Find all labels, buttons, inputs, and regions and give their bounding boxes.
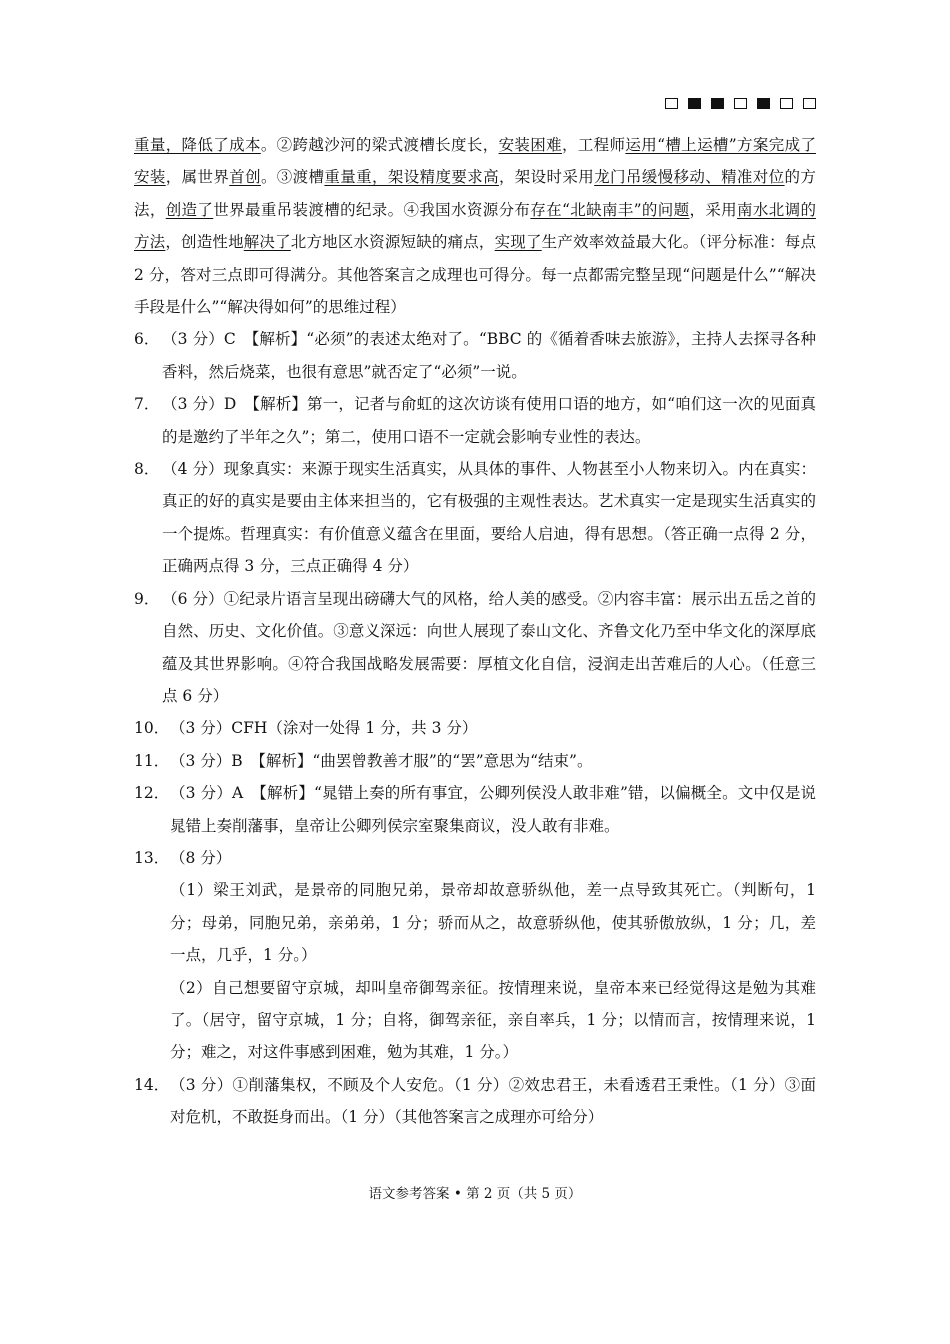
header-mark	[734, 98, 747, 109]
answer-number: 10．	[134, 719, 170, 738]
answer-number: 8．	[134, 460, 160, 479]
continuation-text: ，架设时采用	[498, 168, 595, 187]
answer-number: 13．	[134, 848, 170, 867]
continuation-text: 北方地区水资源短缺的痛点，	[290, 233, 495, 252]
underlined-key-phrase: 运用“槽上运槽”方案完成了安装	[134, 136, 816, 187]
underlined-key-phrase: 创造了	[165, 200, 214, 219]
answer-6	[134, 323, 816, 388]
answer-13-part-2: （2）自己想要留守京城，却叫皇帝御驾亲征。按情理来说，皇帝本来已经觉得这是勉为其难了。（居守，留守京城，1 分；自将，御驾亲征，亲自率兵，1 分；以情而言，按情理来说，1 分；难之，对这件事感到困难，勉为其难，1 分。）	[170, 978, 816, 1062]
header-mark	[665, 98, 678, 109]
underlined-key-phrase: 解决了	[243, 233, 291, 252]
answer-9	[134, 583, 816, 713]
answer-8	[134, 453, 816, 583]
underlined-key-phrase: 安装困难	[498, 136, 562, 154]
underlined-key-phrase: 存在“北缺南丰”的问题	[530, 200, 690, 219]
header-marks	[665, 98, 816, 109]
continuation-text: 生产效率效益最大化。（评分标准：每点 2 分，答对三点即可得满分。其他答案言之成理也可得分。每一点都需完整呈现“问题是什么”“解决手段是什么”“解决得如何”的思维过程）	[134, 233, 816, 317]
answer-7	[134, 388, 816, 453]
underlined-key-phrase: 实现了	[494, 233, 542, 252]
answer-text: （6 分）①纪录片语言呈现出磅礴大气的风格，给人美的感受。②内容丰富：展示出五岳之首的自然、历史、文化价值。③意义深远：向世人展现了泰山文化、齐鲁文化乃至中华文化的深厚底蕴及其世界影响。④符合我国战略发展需要：厚植文化自信，浸润走出苦难后的人心。（任意三点 6 分）	[162, 589, 816, 705]
answer-14	[134, 1069, 816, 1134]
answer-10	[134, 712, 816, 744]
answer-number: 12．	[134, 784, 170, 803]
continuation-text: 世界最重吊装渡槽的纪录。④我国水资源分布	[213, 200, 531, 219]
continuation-text: ，属世界	[165, 168, 230, 187]
answer-number: 14．	[134, 1075, 170, 1094]
header-mark	[780, 98, 793, 109]
answer-11	[134, 745, 816, 777]
answer-content	[134, 129, 816, 1134]
answer-text: （3 分）C 【解析】“必须”的表述太绝对了。“BBC 的《循着香味去旅游》，主持人去探寻各种香料，然后烧菜，也很有意思”就否定了“必须”一说。	[162, 330, 816, 381]
answer-12	[134, 777, 816, 842]
continuation-text: 的方法，	[134, 168, 816, 219]
header-mark	[688, 98, 701, 109]
answer-text: （3 分）D 【解析】第一，记者与俞虹的这次访谈有使用口语的地方，如“咱们这一次的见面真的是邀约了半年之久”；第二，使用口语不一定就会影响专业性的表达。	[162, 395, 816, 446]
answer-text: （3 分）B 【解析】“曲罢曾教善才服”的“罢”意思为“结束”。	[170, 751, 593, 770]
continuation-text: ，工程师	[561, 136, 626, 154]
underlined-key-phrase: 龙门吊缓慢移动、精准对位	[594, 168, 785, 187]
answer-13-part-1: （1）梁王刘武，是景帝的同胞兄弟，景帝却故意骄纵他，差一点导致其死亡。（判断句，1 分；母弟，同胞兄弟，亲弟弟，1 分；骄而从之，故意骄纵他，使其骄傲放纵，1 分；几，差一点，几乎，1 分。）	[170, 881, 816, 965]
continuation-text: 。③渡槽	[260, 168, 325, 187]
answer-text: （3 分）①削藩集权，不顾及个人安危。（1 分）②效忠君王，未看透君王秉性。（1 分）③面对危机，不敢挺身而出。（1 分）（其他答案言之成理亦可给分）	[170, 1075, 816, 1127]
q5-continuation	[134, 129, 816, 323]
header-mark	[757, 98, 770, 109]
header-mark	[803, 98, 816, 109]
answer-number: 9．	[134, 589, 160, 608]
underlined-key-phrase: 重量，降低了成本	[134, 136, 261, 154]
underlined-key-phrase: 首创	[229, 168, 261, 187]
continuation-text: ，采用	[689, 200, 738, 219]
answer-text: （4 分）现象真实：来源于现实生活真实，从具体的事件、人物甚至小人物来切入。内在真实：真正的好的真实是要由主体来担当的，它有极强的主观性表达。艺术真实一定是现实生活真实的一个提炼。哲理真实：有价值意义蕴含在里面，要给人启迪，得有思想。（答正确一点得 2 分，正确两点得 3 分，三点正确得 4 分）	[162, 460, 816, 576]
answer-number: 11．	[134, 751, 170, 770]
answer-number: 6．	[134, 330, 160, 349]
continuation-text: 。②跨越沙河的梁式渡槽长度长，	[260, 136, 499, 154]
answer-text: （3 分）CFH（涂对一处得 1 分，共 3 分）	[170, 719, 478, 738]
answer-text: （8 分）	[170, 848, 232, 867]
underlined-key-phrase: 南水北调的方法	[134, 200, 816, 252]
answer-13	[134, 842, 816, 874]
page-footer: 语文参考答案 • 第 2 页（共 5 页）	[368, 1186, 582, 1202]
underlined-key-phrase: 重量重，架设精度要求高	[324, 168, 499, 187]
answer-text: （3 分）A 【解析】“晁错上奏的所有事宜，公卿列侯没人敢非难”错，以偏概全。文中仅是说晁错上奏削藩事，皇帝让公卿列侯宗室聚集商议，没人敢有非难。	[170, 784, 816, 835]
header-mark	[711, 98, 724, 109]
continuation-text: ，创造性地	[165, 233, 244, 252]
answer-number: 7．	[134, 395, 160, 414]
